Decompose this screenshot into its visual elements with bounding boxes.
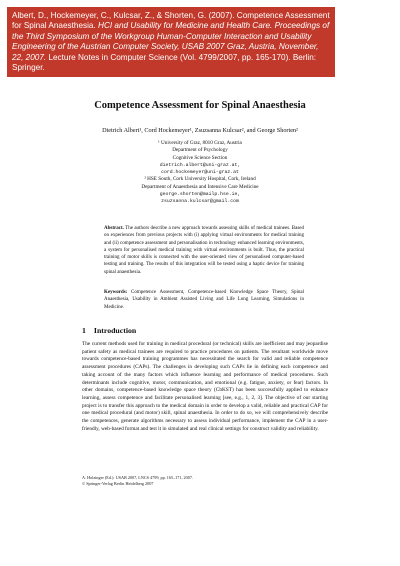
- affiliation-line: Department of Psychology: [172, 147, 228, 154]
- citation-banner: [7, 7, 335, 77]
- abstract: [104, 225, 304, 276]
- footer-copyright: © Springer-Verlag Berlin Heidelberg 2007: [82, 481, 154, 487]
- citation-proceedings: HCI and Usability for Medicine and Health Care. Proceedings of the Third Symposium of the Workgroup Human-Computer Interaction and Usability Engineering of the Austrian Computer Society, USAB 2007 Graz, Austria, November, 22, 2007.: [12, 21, 330, 62]
- introduction-paragraph: The current methods used for training in medical procedural (or technical) skills are inefficient and may jeopardise patient safety as medical trainees are required to practice procedures on patients. The resultant worldwide move towards competence-based training programmes has necessitated the search for valid and reliable competence assessment procedures (CAPs). The challenges in developing such CAPs lie in defining each competence and taking account of the many factors which influence learning and performance of medical procedures. Such determinants include cognitive, motor, communication, and emotional (e.g. fatigue, anxiety, or fear) factors. In other domains, competence-based knowledge space theory (CbKST) has been successfully applied to enhance learning, assess competence and facilitate personalised learning [see, e.g., 1, 2, 3]. The objective of our starting project is to transfer this approach to the medical domain in order to develop a valid, reliable and practical CAP for one medical procedural (and motor) skill, spinal anaesthesia. In order to do so, we will comprehensively describe the competences, generate algorithms necessary to assess individual performance, implement the CAP in a user-friendly, web-based format and test it in simulated and real clinical settings for construct validity and reliability.: [82, 341, 328, 432]
- affiliation-line: zsuzsanna.kulcsar@gmail.com: [161, 199, 239, 205]
- abstract-label: Abstract.: [104, 226, 124, 231]
- affiliation-line: dietrich.albert@uni-graz.at,: [159, 162, 241, 168]
- affiliation-line: george.shorten@mailp.hse.ie,: [159, 192, 241, 198]
- citation-series: Lecture Notes in Computer Science (Vol. 4799/2007, pp. 165-170). Berlin: Springer.: [12, 52, 317, 73]
- section-number: 1: [82, 326, 86, 335]
- affiliation-line: Department of Anaesthesia and Intensive Care Medicine: [141, 183, 259, 190]
- affiliation-line: cord.hockemeyer@uni-graz.at: [161, 170, 239, 176]
- affiliation-line: ¹ University of Graz, 8010 Graz, Austria: [158, 140, 242, 146]
- section-title: Introduction: [93, 326, 137, 335]
- footer-citation: A. Holzinger (Ed.): USAB 2007, LNCS 4799, pp. 165–171, 2007.: [82, 475, 193, 480]
- publication-footer: [82, 475, 328, 488]
- section-heading: [82, 326, 136, 335]
- affiliation-line: ² HSE South, Cork University Hospital, Cork, Ireland: [144, 176, 256, 183]
- author-list: Dietrich Albert¹, Cord Hockemeyer¹, Zsuzsanna Kulcsar², and George Shorten²: [102, 127, 298, 134]
- keywords: [104, 289, 304, 311]
- citation-authors-title: Albert, D., Hockemeyer, C., Kulcsar, Z., & Shorten, G. (2007). Competence Assessment for Spinal Anaesthesia.: [12, 11, 330, 31]
- keywords-text: Competence Assessment, Competence-based Knowledge Space Theory, Spinal Anaesthesia, Usability in Ambient Assisted Living and Life Long Learning, Simulations in Medicine.: [104, 290, 304, 310]
- affiliations: [0, 140, 400, 206]
- keywords-label: Keywords:: [104, 290, 128, 295]
- paper-title: Competence Assessment for Spinal Anaesthesia: [94, 100, 306, 111]
- affiliation-line: Cognitive Science Section: [172, 154, 228, 161]
- abstract-text: The authors describe a new approach towards assessing skills of medical trainees. Based on experiences from previous projects with (i) applying virtual environments for medical training and (ii) competence assessment and personalisation in technology enhanced learning environments, a system for personalised medical training with virtual environments is built. Thus, the practical training of motor skills is connected with the user-oriented view of personalised computer-based testing and training. The results of this integration will be tested using a haptic device for training spinal anaesthesia.: [104, 226, 304, 275]
